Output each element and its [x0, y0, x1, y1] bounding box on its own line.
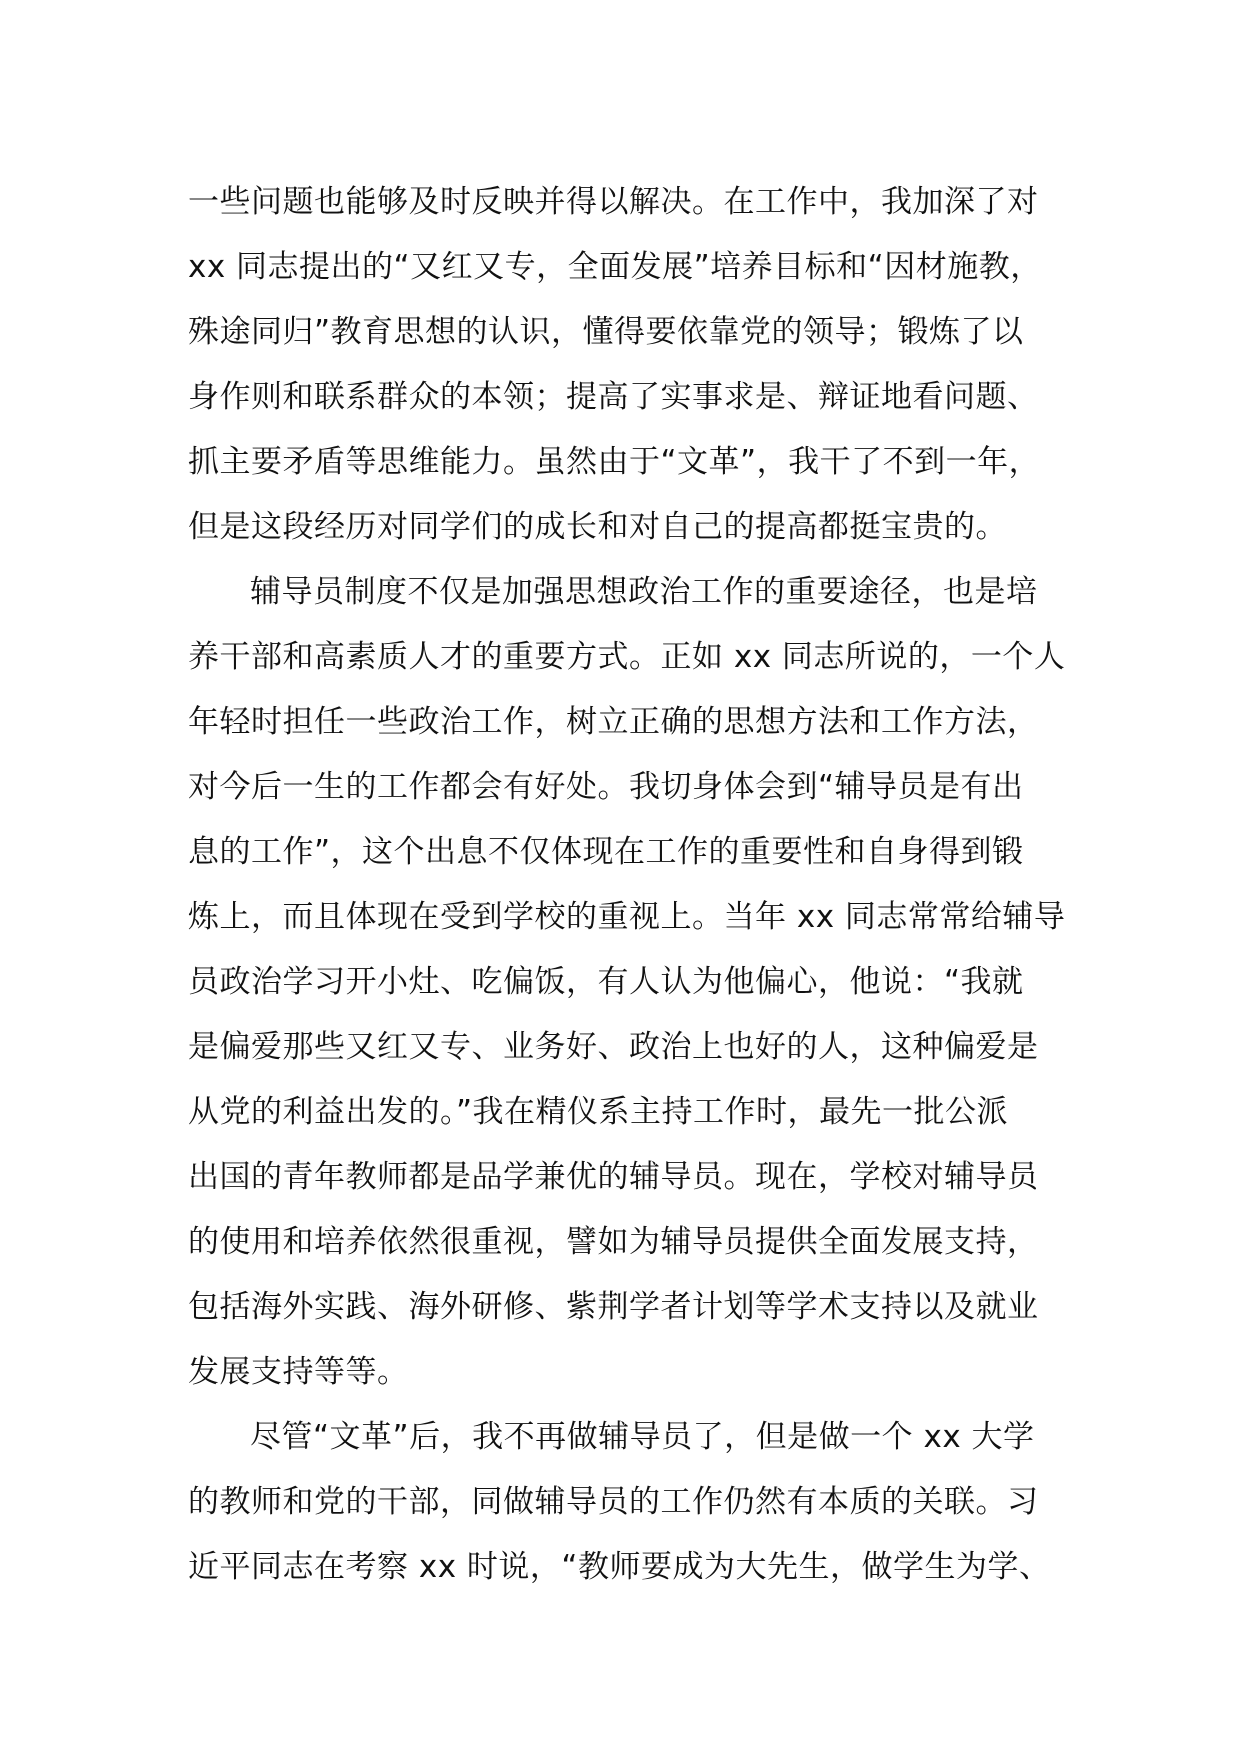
text-line: 尽管“文革”后，我不再做辅导员了，但是做一个 xx 大学 [250, 1419, 1035, 1455]
text-line: 炼上，而且体现在受到学校的重视上。当年 xx 同志常常给辅导 [188, 899, 1066, 935]
text-line: 从党的利益出发的。”我在精仪系主持工作时，最先一批公派 [188, 1094, 1009, 1130]
text-line: 出国的青年教师都是品学兼优的辅导员。现在，学校对辅导员 [188, 1159, 1039, 1195]
paragraph [188, 560, 1088, 1405]
paragraph [188, 170, 1088, 560]
text-line: 息的工作”，这个出息不仅体现在工作的重要性和自身得到锻 [188, 834, 1024, 870]
text-line: 的使用和培养依然很重视，譬如为辅导员提供全面发展支持， [188, 1224, 1039, 1260]
text-line: 养干部和高素质人才的重要方式。正如 xx 同志所说的，一个人 [188, 639, 1066, 675]
text-line: 对今后一生的工作都会有好处。我切身体会到“辅导员是有出 [188, 769, 1024, 805]
text-line: 抓主要矛盾等思维能力。虽然由于“文革”，我干了不到一年， [188, 444, 1041, 480]
text-line: 但是这段经历对同学们的成长和对自己的提高都挺宝贵的。 [188, 509, 1007, 545]
body-text [188, 170, 1088, 1600]
text-line: 殊途同归”教育思想的认识，懂得要依靠党的领导；锻炼了以 [188, 314, 1024, 350]
text-line: 发展支持等等。 [188, 1354, 409, 1390]
text-line: 辅导员制度不仅是加强思想政治工作的重要途径，也是培 [250, 574, 1038, 610]
text-line: xx 同志提出的“又红又专，全面发展”培养目标和“因材施教， [188, 249, 1042, 285]
text-line: 包括海外实践、海外研修、紫荆学者计划等学术支持以及就业 [188, 1289, 1039, 1325]
text-line: 近平同志在考察 xx 时说，“教师要成为大先生，做学生为学、 [188, 1549, 1051, 1585]
text-line: 的教师和党的干部，同做辅导员的工作仍然有本质的关联。习 [188, 1484, 1039, 1520]
text-line: 一些问题也能够及时反映并得以解决。在工作中，我加深了对 [188, 184, 1039, 220]
text-line: 员政治学习开小灶、吃偏饭，有人认为他偏心，他说：“我就 [188, 964, 1024, 1000]
text-line: 年轻时担任一些政治工作，树立正确的思想方法和工作方法， [188, 704, 1039, 740]
paragraph [188, 1405, 1088, 1600]
text-line: 身作则和联系群众的本领；提高了实事求是、辩证地看问题、 [188, 379, 1039, 415]
text-line: 是偏爱那些又红又专、业务好、政治上也好的人，这种偏爱是 [188, 1029, 1039, 1065]
